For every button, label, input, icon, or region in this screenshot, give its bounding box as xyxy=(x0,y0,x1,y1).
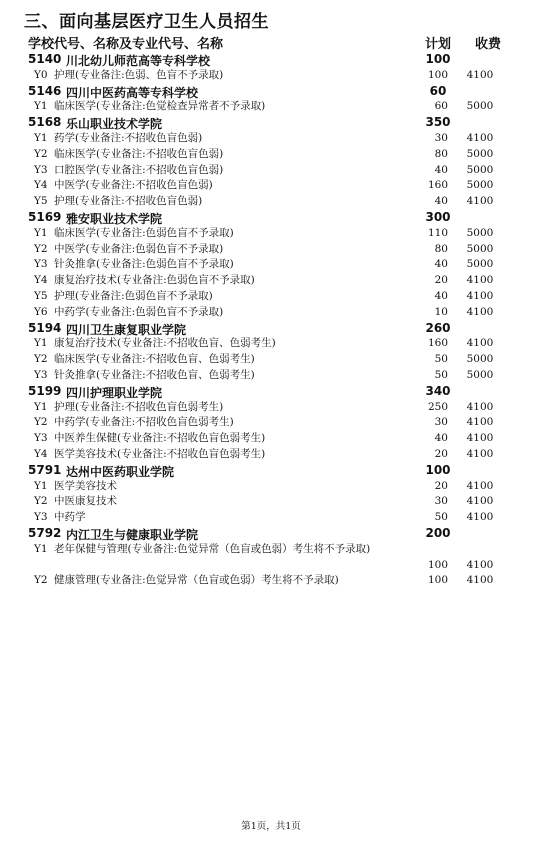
major-name: 老年保健与管理(专业备注:色觉异常（色盲或色弱）考生将不予录取) xyxy=(54,542,371,555)
major-row xyxy=(28,273,508,289)
major-row xyxy=(28,99,508,115)
major-plan: 80 xyxy=(434,147,448,160)
major-plan: 50 xyxy=(434,368,448,381)
major-code: Y2 xyxy=(34,495,48,508)
major-plan: 160 xyxy=(427,179,448,192)
school-name: 四川中医药高等专科学校 xyxy=(66,85,199,100)
major-name: 中药学(专业备注:色弱色盲不予录取) xyxy=(54,305,224,318)
major-code: Y1 xyxy=(34,100,48,113)
major-fee: 4100 xyxy=(466,400,494,413)
header-name-column: 学校代号、名称及专业代号、名称 xyxy=(28,37,224,52)
major-name: 医学美容技术(专业备注:不招收色盲色弱考生) xyxy=(54,447,266,460)
major-name: 中医康复技术 xyxy=(54,495,117,508)
major-row xyxy=(28,542,508,574)
school-name: 雅安职业技术学院 xyxy=(66,211,163,226)
school-code: 5194 xyxy=(28,320,62,335)
major-name: 健康管理(专业备注:色觉异常（色盲或色弱）考生将不予录取) xyxy=(54,574,339,587)
major-plan: 160 xyxy=(427,337,448,350)
major-plan: 40 xyxy=(434,163,448,176)
school-code: 5168 xyxy=(28,115,62,130)
major-code: Y2 xyxy=(34,353,48,366)
major-code: Y6 xyxy=(34,305,48,318)
major-code: Y2 xyxy=(34,416,48,429)
major-code: Y4 xyxy=(34,447,48,460)
school-plan: 300 xyxy=(425,209,451,224)
major-name: 中药学 xyxy=(54,511,86,524)
major-fee: 5000 xyxy=(466,147,494,160)
major-code: Y3 xyxy=(34,368,48,381)
major-row xyxy=(28,289,508,305)
major-row xyxy=(28,147,508,163)
major-plan: 50 xyxy=(434,353,448,366)
major-plan: 60 xyxy=(434,100,448,113)
major-fee: 4100 xyxy=(466,558,494,571)
major-code: Y1 xyxy=(34,400,48,413)
major-fee: 4100 xyxy=(466,131,494,144)
major-name: 中医学(专业备注:色弱色盲不予录取) xyxy=(54,242,224,255)
major-row xyxy=(28,368,508,384)
major-plan: 30 xyxy=(434,495,448,508)
major-fee: 4100 xyxy=(466,447,494,460)
school-name: 四川护理职业学院 xyxy=(66,385,163,400)
major-code: Y0 xyxy=(34,68,48,81)
major-name: 药学(专业备注:不招收色盲色弱) xyxy=(54,131,203,144)
major-plan: 30 xyxy=(434,416,448,429)
major-code: Y1 xyxy=(34,337,48,350)
major-row xyxy=(28,415,508,431)
major-plan: 10 xyxy=(434,305,448,318)
school-name: 内江卫生与健康职业学院 xyxy=(66,527,199,542)
table-header xyxy=(28,33,508,51)
school-name: 乐山职业技术学院 xyxy=(66,117,163,132)
major-row xyxy=(28,257,508,273)
school-code: 5140 xyxy=(28,52,62,66)
school-row xyxy=(28,52,508,68)
major-fee: 4100 xyxy=(466,432,494,445)
header-fee-column: 收费 xyxy=(474,37,501,52)
school-name: 四川卫生康复职业学院 xyxy=(66,322,187,337)
major-row xyxy=(28,510,508,526)
major-name: 护理(专业备注:色弱、色盲不予录取) xyxy=(54,68,224,81)
major-name: 口腔医学(专业备注:不招收色盲色弱) xyxy=(54,163,224,176)
school-name: 川北幼儿师范高等专科学校 xyxy=(66,54,211,68)
page-title: 三、面向基层医疗卫生人员招生 xyxy=(24,12,269,32)
major-code: Y2 xyxy=(34,242,48,255)
major-fee: 4100 xyxy=(466,337,494,350)
major-fee: 5000 xyxy=(466,242,494,255)
major-plan: 20 xyxy=(434,447,448,460)
major-row xyxy=(28,494,508,510)
major-name: 中医学(专业备注:不招收色盲色弱) xyxy=(54,179,213,192)
major-row xyxy=(28,479,508,495)
school-plan: 340 xyxy=(425,383,451,398)
major-fee: 4100 xyxy=(466,511,494,524)
major-plan: 30 xyxy=(434,131,448,144)
major-name: 针灸推拿(专业备注:色弱色盲不予录取) xyxy=(54,258,234,271)
major-fee: 4100 xyxy=(466,274,494,287)
major-name: 临床医学(专业备注:不招收色盲色弱) xyxy=(54,147,224,160)
major-plan: 50 xyxy=(434,511,448,524)
school-row xyxy=(28,526,508,542)
major-plan: 20 xyxy=(434,479,448,492)
major-plan: 100 xyxy=(427,574,448,587)
page-footer: 第1页，共1页 xyxy=(241,821,301,832)
major-code: Y5 xyxy=(34,289,48,302)
major-plan: 100 xyxy=(427,558,448,571)
major-plan: 40 xyxy=(434,289,448,302)
school-row xyxy=(28,463,508,479)
school-plan: 200 xyxy=(425,525,451,540)
major-name: 康复治疗技术(专业备注:不招收色盲、色弱考生) xyxy=(54,337,276,350)
enrollment-table xyxy=(28,52,508,589)
major-plan: 40 xyxy=(434,258,448,271)
major-row xyxy=(28,400,508,416)
school-name: 达州中医药职业学院 xyxy=(66,464,175,479)
school-row xyxy=(28,210,508,226)
school-plan: 260 xyxy=(425,320,451,335)
major-plan: 40 xyxy=(434,195,448,208)
school-plan: 100 xyxy=(425,462,451,477)
major-code: Y4 xyxy=(34,274,48,287)
major-name: 中药学(专业备注:不招收色盲色弱考生) xyxy=(54,416,234,429)
major-row xyxy=(28,194,508,210)
major-row xyxy=(28,163,508,179)
major-row xyxy=(28,226,508,242)
major-row xyxy=(28,573,508,589)
school-code: 5146 xyxy=(28,83,62,98)
major-plan: 20 xyxy=(434,274,448,287)
school-row xyxy=(28,384,508,400)
major-code: Y1 xyxy=(34,542,48,555)
major-fee: 4100 xyxy=(466,68,494,81)
major-fee: 5000 xyxy=(466,179,494,192)
major-code: Y2 xyxy=(34,147,48,160)
school-code: 5169 xyxy=(28,209,62,224)
major-fee: 4100 xyxy=(466,289,494,302)
major-name: 护理(专业备注:色弱色盲不予录取) xyxy=(54,289,213,302)
major-fee: 5000 xyxy=(466,368,494,381)
major-name: 护理(专业备注:不招收色盲色弱考生) xyxy=(54,400,224,413)
school-row xyxy=(28,115,508,131)
major-row xyxy=(28,336,508,352)
major-plan: 80 xyxy=(434,242,448,255)
major-code: Y1 xyxy=(34,479,48,492)
major-fee: 5000 xyxy=(466,353,494,366)
school-row xyxy=(28,84,508,100)
major-code: Y1 xyxy=(34,131,48,144)
major-fee: 4100 xyxy=(466,479,494,492)
major-plan: 100 xyxy=(427,68,448,81)
major-code: Y3 xyxy=(34,432,48,445)
school-plan: 100 xyxy=(425,52,451,66)
major-fee: 5000 xyxy=(466,163,494,176)
school-code: 5199 xyxy=(28,383,62,398)
major-fee: 5000 xyxy=(466,100,494,113)
school-code: 5792 xyxy=(28,525,62,540)
school-code: 5791 xyxy=(28,462,62,477)
major-name: 中医养生保健(专业备注:不招收色盲色弱考生) xyxy=(54,432,266,445)
school-plan: 60 xyxy=(429,83,447,98)
major-fee: 4100 xyxy=(466,416,494,429)
major-row xyxy=(28,131,508,147)
major-code: Y3 xyxy=(34,258,48,271)
major-row xyxy=(28,447,508,463)
major-name: 康复治疗技术(专业备注:色弱色盲不予录取) xyxy=(54,274,255,287)
major-name: 针灸推拿(专业备注:不招收色盲、色弱考生) xyxy=(54,368,255,381)
school-plan: 350 xyxy=(425,115,451,130)
major-row xyxy=(28,242,508,258)
major-name: 临床医学(专业备注:不招收色盲、色弱考生) xyxy=(54,353,255,366)
major-code: Y3 xyxy=(34,511,48,524)
major-plan: 250 xyxy=(427,400,448,413)
major-fee: 5000 xyxy=(466,226,494,239)
major-name: 临床医学(专业备注:色弱色盲不予录取) xyxy=(54,226,234,239)
school-row xyxy=(28,321,508,337)
major-fee: 4100 xyxy=(466,305,494,318)
major-row xyxy=(28,68,508,84)
major-name: 医学美容技术 xyxy=(54,479,117,492)
major-fee: 4100 xyxy=(466,495,494,508)
major-name: 临床医学(专业备注:色觉检查异常者不予录取) xyxy=(54,100,266,113)
header-plan-column: 计划 xyxy=(424,37,451,52)
major-plan: 110 xyxy=(427,226,448,239)
major-fee: 5000 xyxy=(466,258,494,271)
major-plan: 40 xyxy=(434,432,448,445)
major-row xyxy=(28,352,508,368)
major-code: Y1 xyxy=(34,226,48,239)
major-code: Y3 xyxy=(34,163,48,176)
major-row xyxy=(28,305,508,321)
major-fee: 4100 xyxy=(466,195,494,208)
major-name: 护理(专业备注:不招收色盲色弱) xyxy=(54,195,203,208)
major-code: Y4 xyxy=(34,179,48,192)
major-row xyxy=(28,178,508,194)
major-code: Y2 xyxy=(34,574,48,587)
major-row xyxy=(28,431,508,447)
major-fee: 4100 xyxy=(466,574,494,587)
major-code: Y5 xyxy=(34,195,48,208)
